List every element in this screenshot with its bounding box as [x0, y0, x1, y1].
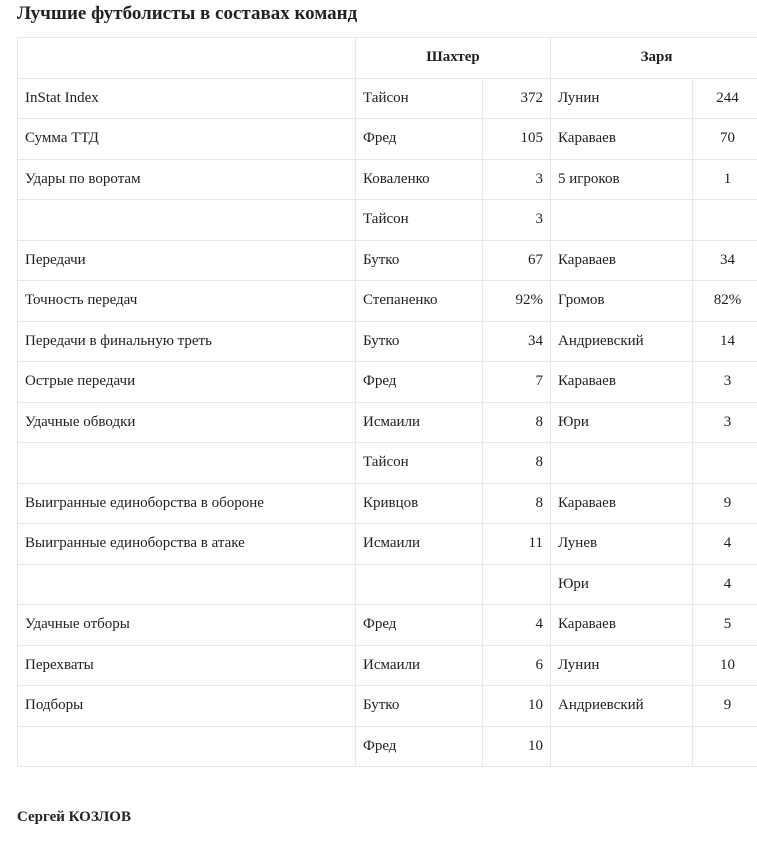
zarya-value-cell: 70: [693, 119, 757, 160]
table-body: [18, 78, 757, 767]
zarya-player-cell: Юри: [551, 564, 693, 605]
zarya-player-cell: Лунин: [551, 645, 693, 686]
zarya-value-cell: 82%: [693, 281, 757, 322]
zarya-value-cell: 3: [693, 362, 757, 403]
stat-name-cell: Удачные отборы: [18, 605, 356, 646]
shakhtar-player-cell: [356, 564, 483, 605]
zarya-player-cell: Лунин: [551, 78, 693, 119]
zarya-player-cell: Юри: [551, 402, 693, 443]
zarya-player-cell: Караваев: [551, 119, 693, 160]
zarya-player-cell: Громов: [551, 281, 693, 322]
shakhtar-value-cell: 67: [483, 240, 551, 281]
table-row: [18, 321, 757, 362]
table-row: [18, 686, 757, 727]
table-row: [18, 524, 757, 565]
table-row: [18, 240, 757, 281]
shakhtar-value-cell: 10: [483, 686, 551, 727]
shakhtar-value-cell: 8: [483, 483, 551, 524]
table-row: [18, 78, 757, 119]
zarya-value-cell: 14: [693, 321, 757, 362]
shakhtar-player-cell: Бутко: [356, 686, 483, 727]
shakhtar-value-cell: 92%: [483, 281, 551, 322]
table-row: [18, 159, 757, 200]
shakhtar-value-cell: 372: [483, 78, 551, 119]
header-empty-cell: [18, 38, 356, 79]
stat-name-cell: Передачи в финальную треть: [18, 321, 356, 362]
author-byline: Сергей КОЗЛОВ: [17, 809, 131, 825]
table-row: [18, 119, 757, 160]
stat-name-cell: Выигранные единоборства в обороне: [18, 483, 356, 524]
shakhtar-value-cell: 11: [483, 524, 551, 565]
table-row: [18, 362, 757, 403]
stat-name-cell: Выигранные единоборства в атаке: [18, 524, 356, 565]
team-header-shakhtar: Шахтер: [356, 38, 551, 79]
zarya-player-cell: Лунев: [551, 524, 693, 565]
zarya-value-cell: 4: [693, 564, 757, 605]
table-row: [18, 726, 757, 767]
shakhtar-player-cell: Исмаили: [356, 645, 483, 686]
stat-name-cell: Передачи: [18, 240, 356, 281]
zarya-player-cell: [551, 726, 693, 767]
shakhtar-player-cell: Фред: [356, 119, 483, 160]
shakhtar-player-cell: Бутко: [356, 321, 483, 362]
shakhtar-value-cell: 4: [483, 605, 551, 646]
table-row: [18, 200, 757, 241]
table-row: [18, 645, 757, 686]
zarya-player-cell: Караваев: [551, 483, 693, 524]
stat-name-cell: InStat Index: [18, 78, 356, 119]
shakhtar-player-cell: Тайсон: [356, 443, 483, 484]
stat-name-cell: Точность передач: [18, 281, 356, 322]
shakhtar-player-cell: Кривцов: [356, 483, 483, 524]
table-row: [18, 443, 757, 484]
shakhtar-player-cell: Исмаили: [356, 524, 483, 565]
shakhtar-value-cell: 34: [483, 321, 551, 362]
shakhtar-player-cell: Бутко: [356, 240, 483, 281]
shakhtar-value-cell: [483, 564, 551, 605]
stat-name-cell: [18, 564, 356, 605]
zarya-value-cell: 10: [693, 645, 757, 686]
shakhtar-value-cell: 105: [483, 119, 551, 160]
zarya-player-cell: 5 игроков: [551, 159, 693, 200]
stats-table: [17, 37, 757, 767]
zarya-value-cell: 244: [693, 78, 757, 119]
zarya-value-cell: [693, 726, 757, 767]
zarya-value-cell: 4: [693, 524, 757, 565]
shakhtar-player-cell: Фред: [356, 362, 483, 403]
shakhtar-player-cell: Фред: [356, 726, 483, 767]
zarya-player-cell: Караваев: [551, 362, 693, 403]
stat-name-cell: Перехваты: [18, 645, 356, 686]
team-header-zarya: Заря: [551, 38, 757, 79]
zarya-value-cell: 9: [693, 686, 757, 727]
table-row: [18, 281, 757, 322]
shakhtar-player-cell: Фред: [356, 605, 483, 646]
shakhtar-value-cell: 3: [483, 200, 551, 241]
shakhtar-value-cell: 3: [483, 159, 551, 200]
zarya-player-cell: [551, 443, 693, 484]
shakhtar-player-cell: Тайсон: [356, 78, 483, 119]
stat-name-cell: Подборы: [18, 686, 356, 727]
stat-name-cell: Острые передачи: [18, 362, 356, 403]
zarya-value-cell: [693, 200, 757, 241]
table-row: [18, 483, 757, 524]
shakhtar-player-cell: Степаненко: [356, 281, 483, 322]
page-title: Лучшие футболисты в составах команд: [17, 3, 358, 24]
shakhtar-value-cell: 10: [483, 726, 551, 767]
stat-name-cell: Удары по воротам: [18, 159, 356, 200]
zarya-value-cell: 3: [693, 402, 757, 443]
shakhtar-player-cell: Исмаили: [356, 402, 483, 443]
shakhtar-player-cell: Тайсон: [356, 200, 483, 241]
table-row: [18, 402, 757, 443]
zarya-player-cell: Караваев: [551, 605, 693, 646]
zarya-value-cell: 5: [693, 605, 757, 646]
stat-name-cell: [18, 200, 356, 241]
zarya-value-cell: 1: [693, 159, 757, 200]
zarya-player-cell: Андриевский: [551, 321, 693, 362]
zarya-value-cell: 34: [693, 240, 757, 281]
zarya-player-cell: [551, 200, 693, 241]
zarya-value-cell: [693, 443, 757, 484]
table-row: [18, 564, 757, 605]
stat-name-cell: Сумма ТТД: [18, 119, 356, 160]
shakhtar-value-cell: 8: [483, 402, 551, 443]
zarya-player-cell: Андриевский: [551, 686, 693, 727]
shakhtar-value-cell: 8: [483, 443, 551, 484]
stat-name-cell: [18, 443, 356, 484]
shakhtar-player-cell: Коваленко: [356, 159, 483, 200]
shakhtar-value-cell: 6: [483, 645, 551, 686]
zarya-player-cell: Караваев: [551, 240, 693, 281]
shakhtar-value-cell: 7: [483, 362, 551, 403]
stat-name-cell: Удачные обводки: [18, 402, 356, 443]
table-row: [18, 605, 757, 646]
stat-name-cell: [18, 726, 356, 767]
zarya-value-cell: 9: [693, 483, 757, 524]
table-header-row: [18, 38, 757, 79]
